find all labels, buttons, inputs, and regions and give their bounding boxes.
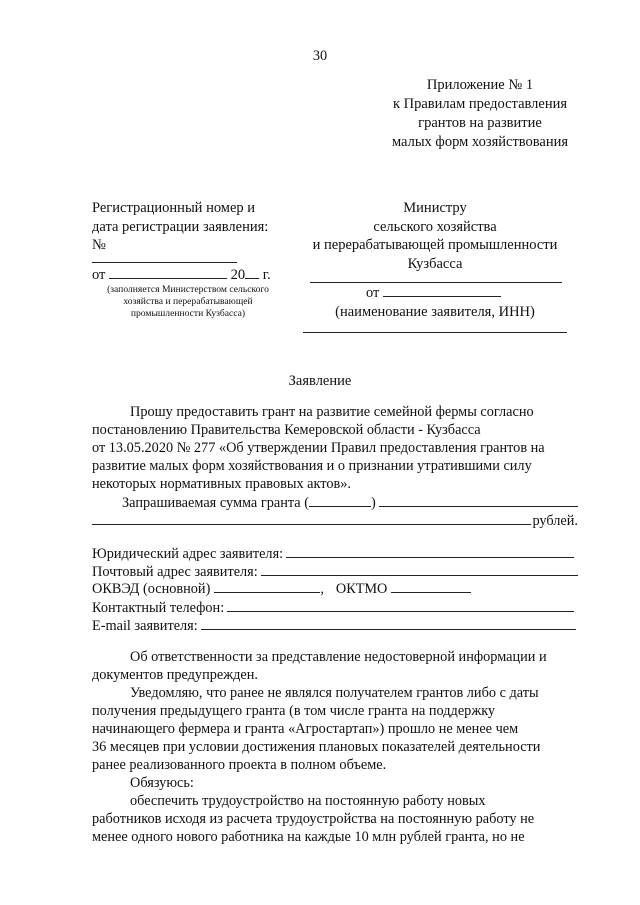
addressee-from-row: [366, 284, 501, 303]
notice-line-1: Уведомляю, что ранее не являлся получателем грантов либо с даты: [130, 685, 539, 701]
grant-amount-row-2: [92, 511, 578, 530]
grant-amount-words-field[interactable]: [379, 493, 578, 507]
phone-row: [92, 598, 574, 617]
appendix-line-1: Приложение № 1: [426, 77, 534, 93]
addressee-from-label: от: [366, 285, 380, 301]
appendix-line-3: грантов на развитие: [418, 115, 542, 131]
registration-from-label: от: [92, 267, 106, 283]
okved-oktmo-row: [92, 580, 471, 598]
addressee-line-1: Министру: [403, 200, 467, 216]
phone-label: Контактный телефон:: [92, 600, 225, 616]
appendix-line-4: малых форм хозяйствования: [391, 134, 569, 150]
page-number: 30: [312, 48, 328, 64]
applicant-hint: (наименование заявителя, ИНН): [335, 304, 535, 320]
registration-line-2: дата регистрации заявления:: [92, 219, 269, 235]
notice-line-2: получения предыдущего гранта (в том числе гранта на поддержку: [92, 703, 496, 719]
grant-amount-row: [122, 493, 578, 512]
obligation-line-3: менее одного нового работника на каждые 10 млн рублей гранта, но не: [92, 829, 525, 845]
obligation-heading: Обязуюсь:: [130, 775, 194, 791]
request-line-1: Прошу предоставить грант на развитие семейной фермы согласно: [130, 404, 534, 420]
postal-address-label: Почтовый адрес заявителя:: [92, 564, 258, 580]
okved-field[interactable]: [214, 580, 320, 593]
applicant-blank-line: [303, 332, 567, 333]
obligation-line-1: обеспечить трудоустройство на постоянную работу новых: [130, 793, 486, 809]
responsibility-line-1: Об ответственности за представление недостоверной информации и: [130, 649, 547, 665]
registration-note-2: хозяйства и перерабатывающей: [123, 296, 253, 307]
registration-note-1: (заполняется Министерством сельского: [107, 284, 269, 295]
registration-date-line: [109, 266, 227, 279]
request-line-5: некоторых нормативных правовых актов».: [92, 476, 351, 492]
addressee-blank-line: [310, 282, 562, 283]
registration-line-1: Регистрационный номер и: [92, 200, 256, 216]
legal-address-row: [92, 544, 574, 563]
phone-field[interactable]: [227, 598, 574, 612]
notice-line-4: 36 месяцев при условии достижения плановых показателей деятельности: [92, 739, 541, 755]
appendix-line-2: к Правилам предоставления: [392, 96, 568, 112]
registration-note-3: промышленности Кузбасса): [130, 308, 246, 319]
grant-amount-words-field-2[interactable]: [92, 511, 531, 525]
registration-date-row: [92, 266, 271, 285]
addressee-line-2: сельского хозяйства: [373, 219, 497, 235]
currency-label: рублей.: [532, 513, 578, 529]
email-field[interactable]: [201, 616, 576, 630]
document-title: Заявление: [288, 373, 352, 389]
postal-address-field[interactable]: [261, 562, 578, 576]
request-line-3: от 13.05.2020 № 277 «Об утверждении Правил предоставления грантов на: [92, 440, 545, 456]
registration-year-suffix: г.: [262, 267, 271, 283]
request-line-2: постановлению Правительства Кемеровской области - Кузбасса: [92, 422, 481, 438]
request-line-4: развитие малых форм хозяйствования и о признании утратившими силу: [92, 458, 532, 474]
postal-address-row: [92, 562, 578, 581]
email-label: E-mail заявителя:: [92, 618, 198, 634]
okved-separator: ,: [320, 581, 324, 597]
registration-year-prefix: 20: [230, 267, 246, 283]
okved-label: ОКВЭД (основной): [92, 581, 211, 597]
oktmo-field[interactable]: [391, 580, 471, 593]
addressee-line-4: Кузбасса: [407, 256, 463, 272]
grant-amount-digits-field[interactable]: [309, 494, 371, 507]
legal-address-label: Юридический адрес заявителя:: [92, 546, 284, 562]
legal-address-field[interactable]: [286, 544, 574, 558]
notice-line-5: ранее реализованного проекта в полном объеме.: [92, 757, 387, 773]
addressee-from-line: [383, 284, 501, 297]
registration-number-line: [92, 262, 237, 263]
registration-number-sign: №: [92, 237, 106, 253]
registration-year-line: [245, 266, 259, 279]
grant-amount-label: Запрашиваемая сумма гранта (: [122, 495, 309, 511]
notice-line-3: начинающего фермера и гранта «Агростартап») прошло не менее чем: [92, 721, 519, 737]
responsibility-line-2: документов предупрежден.: [92, 667, 258, 683]
grant-amount-close: ): [370, 495, 376, 511]
addressee-line-3: и перерабатывающей промышленности: [312, 237, 558, 253]
obligation-line-2: работников исходя из расчета трудоустройства на постоянную работу не: [92, 811, 535, 827]
email-row: [92, 616, 576, 635]
oktmo-label: ОКТМО: [335, 581, 388, 597]
